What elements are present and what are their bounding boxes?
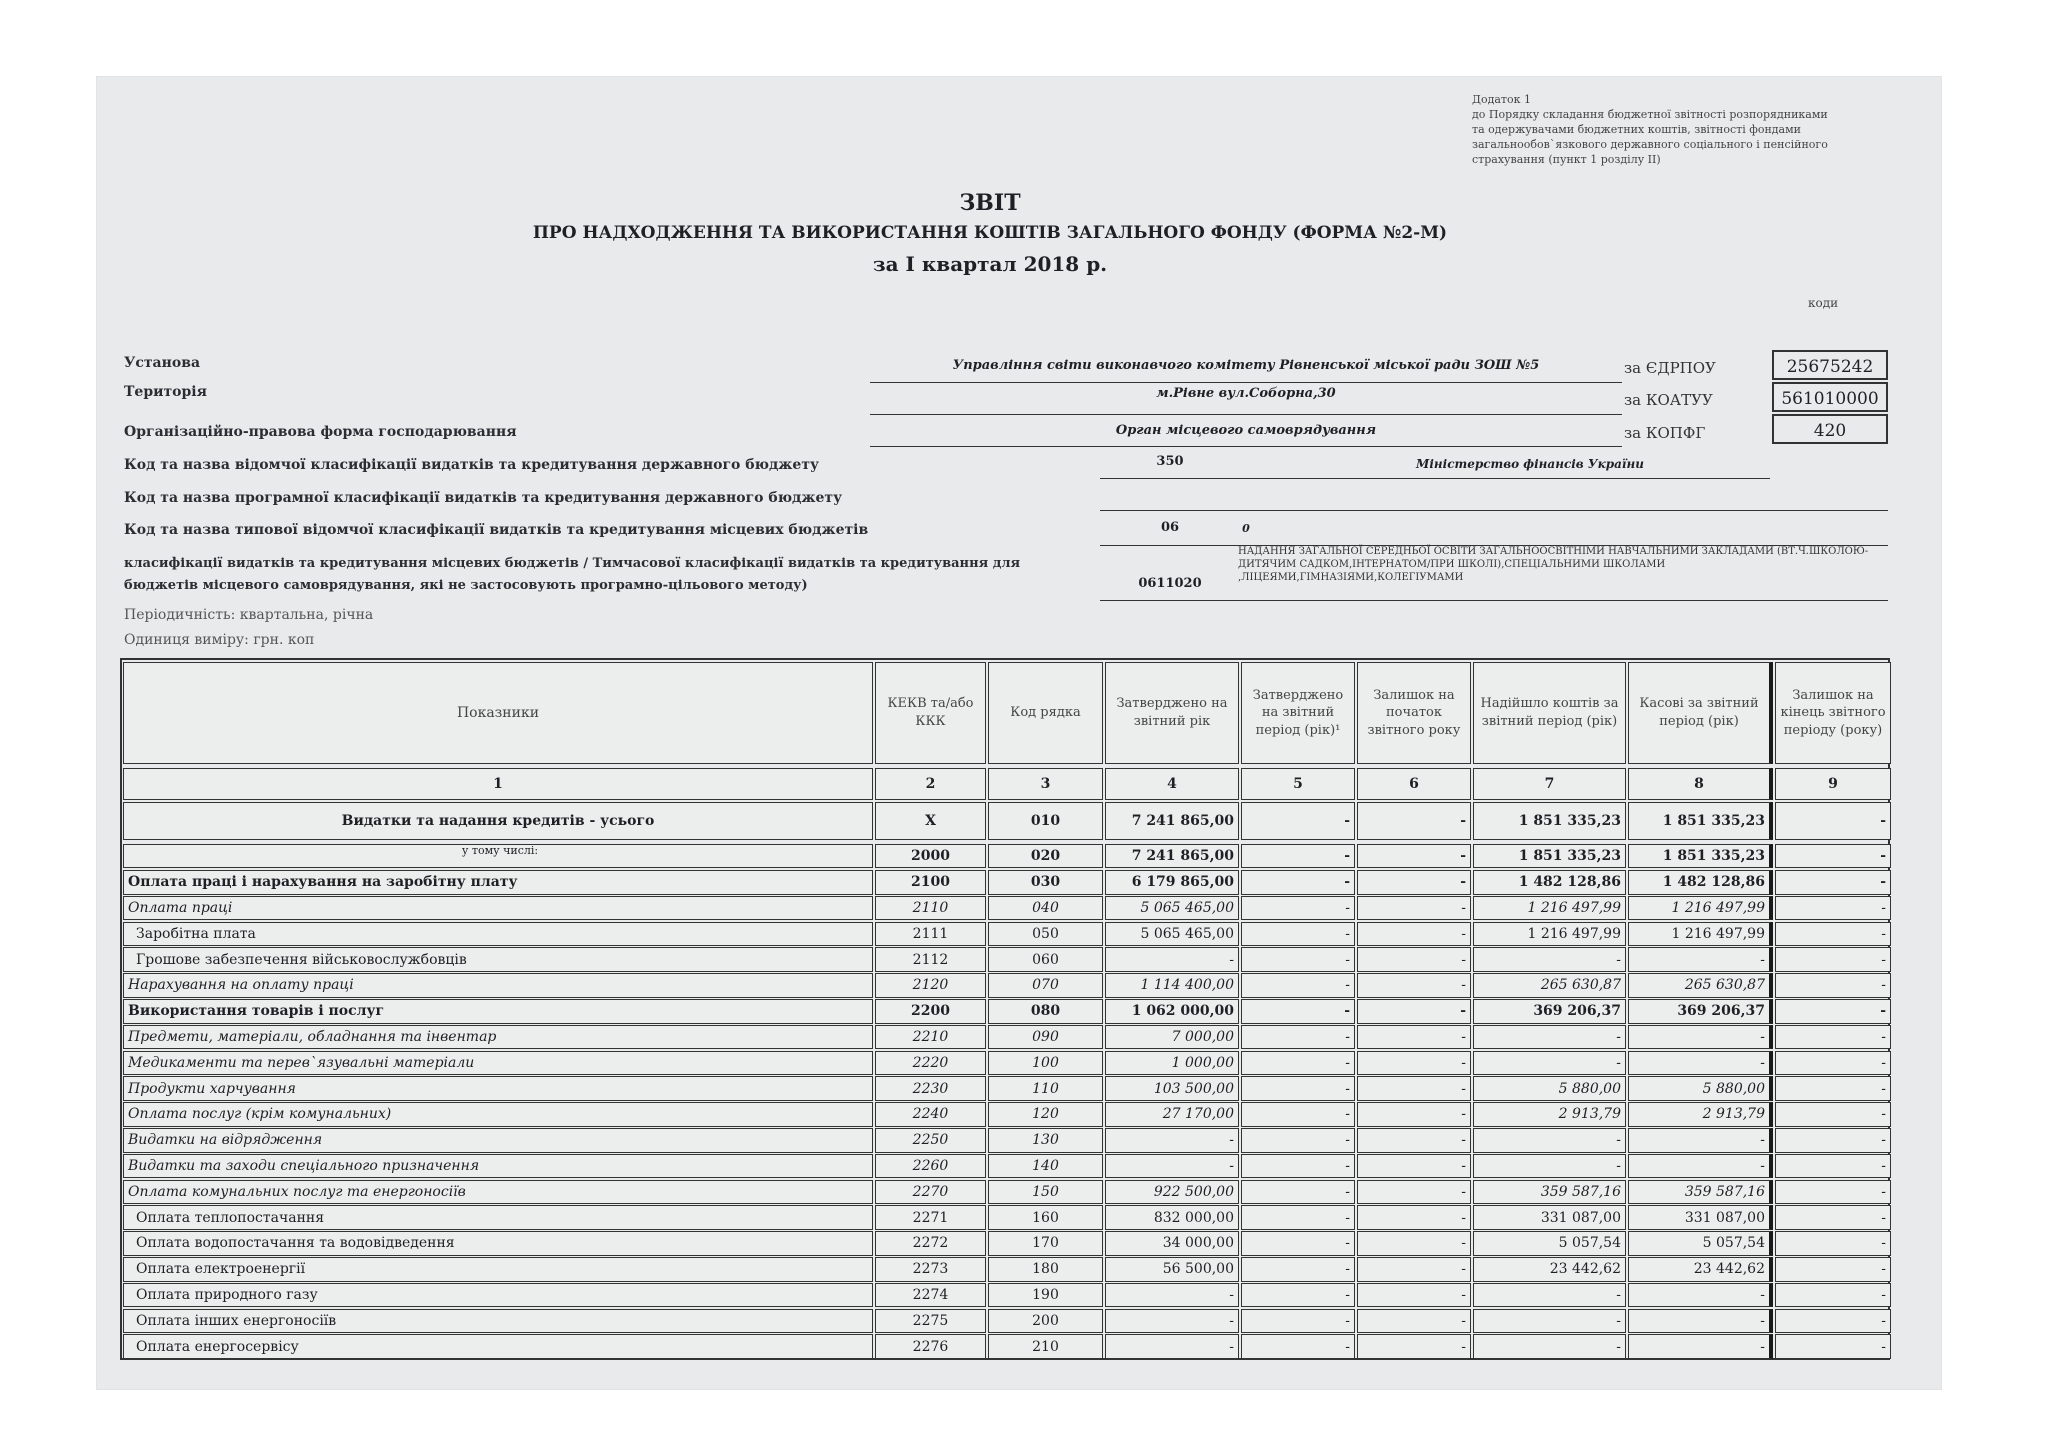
table-cell-col9: - [1775, 1025, 1891, 1050]
column-header: Код рядка [988, 662, 1103, 764]
table-row-name: Оплата послуг (крім комунальних) [123, 1102, 873, 1127]
table-cell-col6: - [1357, 1025, 1471, 1050]
table-cell-col4: 922 500,00 [1105, 1180, 1239, 1205]
institution-value: Управління світи виконавчого комітету Рівненської міської ради ЗОШ №5 [952, 358, 1540, 373]
table-cell-col5: - [1241, 1076, 1355, 1101]
table-row-kekv: 2120 [875, 973, 986, 998]
table-cell-col4: 34 000,00 [1105, 1231, 1239, 1256]
table-row-name: Продукти харчування [123, 1076, 873, 1101]
report-period: за І квартал 2018 р. [872, 252, 1108, 276]
table-cell-col9: - [1775, 1154, 1891, 1179]
table-row-code: 140 [988, 1154, 1103, 1179]
table-cell-col8: 265 630,87 [1628, 973, 1773, 998]
table-cell-col9: - [1775, 973, 1891, 998]
column-number: 8 [1628, 768, 1773, 800]
territory-value: м.Рівне вул.Соборна,30 [1156, 386, 1336, 401]
table-cell-col8: 2 913,79 [1628, 1102, 1773, 1127]
dept-class-underline [1100, 478, 1770, 479]
table-cell-col8: 1 216 497,99 [1628, 896, 1773, 921]
table-cell-col8: - [1628, 1283, 1773, 1308]
report-table [120, 658, 1890, 1360]
koatuu-label: за КОАТУУ [1624, 391, 1713, 409]
table-row-kekv: 2100 [875, 870, 986, 895]
table-cell-col6: - [1357, 1334, 1471, 1359]
table-cell-col6: - [1357, 1154, 1471, 1179]
table-row-kekv: 2210 [875, 1025, 986, 1050]
temp-class-underline [1100, 600, 1888, 601]
temp-class-label-1: класифікації видатків та кредитування місцевих бюджетів / Тимчасової класифікації видатків та кредитування для [124, 556, 1021, 571]
table-row-name: Оплата комунальних послуг та енергоносіїв [123, 1180, 873, 1205]
table-cell-col6: - [1357, 1257, 1471, 1282]
local-dept-label: Код та назва типової відомчої класифікації видатків та кредитування місцевих бюджетів [124, 522, 869, 538]
table-cell-col8: - [1628, 1128, 1773, 1153]
table-row-name: у тому числі: [123, 844, 873, 868]
table-row-kekv: 2112 [875, 947, 986, 972]
table-cell-col9: - [1775, 1283, 1891, 1308]
local-dept-name: 0 [1242, 522, 1250, 535]
table-cell-col9: - [1775, 1076, 1891, 1101]
table-row-code: 130 [988, 1128, 1103, 1153]
table-cell-col9: - [1775, 870, 1891, 895]
column-header: Залишок на початок звітного року [1357, 662, 1471, 764]
table-row-kekv: X [875, 802, 986, 840]
table-cell-col8: 1 482 128,86 [1628, 870, 1773, 895]
periodicity: Періодичність: квартальна, річна [124, 607, 374, 623]
table-row-code: 040 [988, 896, 1103, 921]
table-row-code: 030 [988, 870, 1103, 895]
table-row-name: Оплата електроенергії [123, 1257, 873, 1282]
table-row-code: 050 [988, 922, 1103, 947]
local-dept-code: 06 [1160, 520, 1180, 535]
table-cell-col6: - [1357, 1309, 1471, 1334]
table-cell-col4: 832 000,00 [1105, 1205, 1239, 1230]
table-cell-col5: - [1241, 1257, 1355, 1282]
table-row-name: Оплата інших енергоносіїв [123, 1309, 873, 1334]
table-cell-col4: - [1105, 1334, 1239, 1359]
table-cell-col6: - [1357, 922, 1471, 947]
column-number: 7 [1473, 768, 1626, 800]
table-cell-col7: 2 913,79 [1473, 1102, 1626, 1127]
table-row-kekv: 2110 [875, 896, 986, 921]
table-cell-col8: 5 880,00 [1628, 1076, 1773, 1101]
table-cell-col6: - [1357, 1128, 1471, 1153]
prog-class-label: Код та назва програмної класифікації видатків та кредитування державного бюджету [124, 490, 843, 506]
temp-class-label-2: бюджетів місцевого самоврядування, які не застосовують програмно-цільового методу) [124, 578, 808, 593]
table-cell-col7: 1 482 128,86 [1473, 870, 1626, 895]
table-cell-col4: 27 170,00 [1105, 1102, 1239, 1127]
table-cell-col8: 1 851 335,23 [1628, 844, 1773, 868]
table-row-code: 060 [988, 947, 1103, 972]
table-cell-col5: - [1241, 1154, 1355, 1179]
column-header: КЕКВ та/або ККК [875, 662, 986, 764]
report-heading [400, 188, 1580, 280]
table-cell-col5: - [1241, 1309, 1355, 1334]
table-row-code: 170 [988, 1231, 1103, 1256]
table-row-code: 210 [988, 1334, 1103, 1359]
institution-underline [870, 382, 1622, 383]
table-cell-col5: - [1241, 1051, 1355, 1076]
table-cell-col7: - [1473, 1154, 1626, 1179]
column-header: Надійшло коштів за звітний період (рік) [1473, 662, 1626, 764]
table-row-name: Використання товарів і послуг [123, 999, 873, 1024]
table-row-code: 010 [988, 802, 1103, 840]
table-cell-col5: - [1241, 1205, 1355, 1230]
table-cell-col8: 331 087,00 [1628, 1205, 1773, 1230]
dept-class-label: Код та назва відомчої класифікації видатків та кредитування державного бюджету [124, 457, 819, 473]
table-cell-col8: 23 442,62 [1628, 1257, 1773, 1282]
table-cell-col5: - [1241, 1102, 1355, 1127]
table-row-kekv: 2250 [875, 1128, 986, 1153]
table-row-kekv: 2270 [875, 1180, 986, 1205]
table-row-code: 180 [988, 1257, 1103, 1282]
table-cell-col6: - [1357, 1283, 1471, 1308]
table-row-name: Оплата енергосервісу [123, 1334, 873, 1359]
table-cell-col7: 265 630,87 [1473, 973, 1626, 998]
table-cell-col9: - [1775, 844, 1891, 868]
table-cell-col8: - [1628, 1051, 1773, 1076]
table-cell-col8: 5 057,54 [1628, 1231, 1773, 1256]
table-row-name: Оплата праці [123, 896, 873, 921]
column-number: 6 [1357, 768, 1471, 800]
table-cell-col5: - [1241, 922, 1355, 947]
table-row-code: 110 [988, 1076, 1103, 1101]
table-row-code: 070 [988, 973, 1103, 998]
table-row-code: 090 [988, 1025, 1103, 1050]
table-row-name: Видатки та надання кредитів - усього [123, 802, 873, 840]
table-cell-col5: - [1241, 1025, 1355, 1050]
table-row-kekv: 2220 [875, 1051, 986, 1076]
appendix-note [1472, 92, 1892, 186]
table-cell-col8: - [1628, 1025, 1773, 1050]
table-cell-col6: - [1357, 947, 1471, 972]
table-cell-col5: - [1241, 1180, 1355, 1205]
column-header: Залишок на кінець звітного періоду (року) [1775, 662, 1891, 764]
column-number: 3 [988, 768, 1103, 800]
table-cell-col5: - [1241, 1283, 1355, 1308]
table-cell-col8: - [1628, 1309, 1773, 1334]
column-number: 4 [1105, 768, 1239, 800]
table-cell-col4: - [1105, 1128, 1239, 1153]
column-number: 2 [875, 768, 986, 800]
table-cell-col8: - [1628, 1334, 1773, 1359]
territory-underline [870, 414, 1622, 415]
table-row-kekv: 2273 [875, 1257, 986, 1282]
appendix-line: страхування (пункт 1 розділу ІІ) [1472, 153, 1661, 166]
table-cell-col9: - [1775, 922, 1891, 947]
table-cell-col9: - [1775, 947, 1891, 972]
edrpou-code: 25675242 [1772, 350, 1888, 380]
table-cell-col5: - [1241, 947, 1355, 972]
column-header: Показники [123, 662, 873, 764]
table-cell-col6: - [1357, 802, 1471, 840]
table-cell-col6: - [1357, 1051, 1471, 1076]
table-row-name: Оплата теплопостачання [123, 1205, 873, 1230]
column-number: 9 [1775, 768, 1891, 800]
table-cell-col7: - [1473, 947, 1626, 972]
table-cell-col6: - [1357, 1102, 1471, 1127]
table-cell-col4: - [1105, 1309, 1239, 1334]
table-row-name: Нарахування на оплату праці [123, 973, 873, 998]
table-row-kekv: 2272 [875, 1231, 986, 1256]
table-cell-col4: 7 000,00 [1105, 1025, 1239, 1050]
edrpou-label: за ЄДРПОУ [1624, 359, 1716, 377]
table-row-name: Медикаменти та перев`язувальні матеріали [123, 1051, 873, 1076]
table-cell-col9: - [1775, 1051, 1891, 1076]
table-row-code: 150 [988, 1180, 1103, 1205]
appendix-line: до Порядку складання бюджетної звітності розпорядниками [1472, 108, 1828, 121]
table-cell-col6: - [1357, 844, 1471, 868]
appendix-line: та одержувачами бюджетних коштів, звітності фондами [1472, 123, 1802, 136]
table-cell-col4: 103 500,00 [1105, 1076, 1239, 1101]
table-cell-col8: 1 851 335,23 [1628, 802, 1773, 840]
table-cell-col4: 7 241 865,00 [1105, 802, 1239, 840]
unit-of-measure: Одиниця виміру: грн. коп [124, 632, 315, 648]
table-cell-col5: - [1241, 896, 1355, 921]
column-number: 5 [1241, 768, 1355, 800]
table-cell-col7: 1 851 335,23 [1473, 844, 1626, 868]
table-cell-col4: 5 065 465,00 [1105, 922, 1239, 947]
table-cell-col6: - [1357, 1231, 1471, 1256]
table-cell-col9: - [1775, 1205, 1891, 1230]
table-cell-col9: - [1775, 896, 1891, 921]
table-cell-col9: - [1775, 1180, 1891, 1205]
table-cell-col7: 1 851 335,23 [1473, 802, 1626, 840]
table-cell-col8: 369 206,37 [1628, 999, 1773, 1024]
table-cell-col4: - [1105, 1154, 1239, 1179]
table-row-code: 080 [988, 999, 1103, 1024]
kopfg-label: за КОПФГ [1624, 424, 1706, 442]
org-form-label: Організаційно-правова форма господарювання [124, 424, 517, 440]
table-cell-col7: 1 216 497,99 [1473, 896, 1626, 921]
appendix-line: Додаток 1 [1472, 93, 1531, 106]
table-row-kekv: 2276 [875, 1334, 986, 1359]
table-cell-col7: 23 442,62 [1473, 1257, 1626, 1282]
table-row-name: Оплата водопостачання та водовідведення [123, 1231, 873, 1256]
org-form-underline [870, 446, 1622, 447]
table-row-kekv: 2274 [875, 1283, 986, 1308]
column-header: Затверджено на звітний період (рік)¹ [1241, 662, 1355, 764]
table-cell-col6: - [1357, 973, 1471, 998]
org-form-value: Орган місцевого самоврядування [1115, 423, 1377, 438]
table-cell-col7: - [1473, 1283, 1626, 1308]
table-row-name: Заробітна плата [123, 922, 873, 947]
dept-class-code: 350 [1156, 454, 1184, 469]
table-cell-col4: 1 062 000,00 [1105, 999, 1239, 1024]
table-cell-col7: - [1473, 1128, 1626, 1153]
table-cell-col9: - [1775, 1334, 1891, 1359]
temp-class-code: 0611020 [1138, 576, 1202, 591]
table-row-name: Оплата праці і нарахування на заробітну плату [123, 870, 873, 895]
table-row-code: 190 [988, 1283, 1103, 1308]
table-cell-col5: - [1241, 999, 1355, 1024]
kopfg-code: 420 [1772, 414, 1888, 444]
table-cell-col7: 5 880,00 [1473, 1076, 1626, 1101]
table-cell-col6: - [1357, 1205, 1471, 1230]
table-cell-col7: - [1473, 1309, 1626, 1334]
table-row-name: Предмети, матеріали, обладнання та інвентар [123, 1025, 873, 1050]
table-row-name: Грошове забезпечення військовослужбовців [123, 947, 873, 972]
table-cell-col4: 5 065 465,00 [1105, 896, 1239, 921]
appendix-line: загальнообов`язкового державного соціального і пенсійного [1472, 138, 1828, 151]
table-cell-col4: 7 241 865,00 [1105, 844, 1239, 868]
table-row-code: 160 [988, 1205, 1103, 1230]
table-cell-col9: - [1775, 999, 1891, 1024]
table-row-kekv: 2230 [875, 1076, 986, 1101]
table-cell-col7: 331 087,00 [1473, 1205, 1626, 1230]
table-row-code: 100 [988, 1051, 1103, 1076]
table-cell-col4: 1 000,00 [1105, 1051, 1239, 1076]
table-row-kekv: 2275 [875, 1309, 986, 1334]
table-cell-col7: 369 206,37 [1473, 999, 1626, 1024]
table-row-name: Видатки та заходи спеціального призначення [123, 1154, 873, 1179]
report-title: ЗВІТ [959, 190, 1021, 216]
territory-label: Територія [124, 384, 207, 400]
table-cell-col7: - [1473, 1025, 1626, 1050]
table-cell-col4: 6 179 865,00 [1105, 870, 1239, 895]
column-number: 1 [123, 768, 873, 800]
table-cell-col7: 5 057,54 [1473, 1231, 1626, 1256]
table-row-kekv: 2111 [875, 922, 986, 947]
table-cell-col4: 56 500,00 [1105, 1257, 1239, 1282]
table-cell-col7: - [1473, 1334, 1626, 1359]
table-row-code: 200 [988, 1309, 1103, 1334]
table-cell-col4: - [1105, 1283, 1239, 1308]
table-cell-col7: 359 587,16 [1473, 1180, 1626, 1205]
table-cell-col8: - [1628, 1154, 1773, 1179]
table-row-kekv: 2260 [875, 1154, 986, 1179]
table-row-name: Оплата природного газу [123, 1283, 873, 1308]
table-cell-col7: - [1473, 1051, 1626, 1076]
table-cell-col9: - [1775, 802, 1891, 840]
prog-class-underline [1100, 510, 1888, 511]
table-cell-col5: - [1241, 1231, 1355, 1256]
table-cell-col5: - [1241, 870, 1355, 895]
table-cell-col5: - [1241, 973, 1355, 998]
table-cell-col8: - [1628, 947, 1773, 972]
koatuu-code: 561010000 [1772, 382, 1888, 412]
table-cell-col5: - [1241, 802, 1355, 840]
table-cell-col5: - [1241, 844, 1355, 868]
column-header: Касові за звітний період (рік) [1628, 662, 1773, 764]
table-row-code: 020 [988, 844, 1103, 868]
table-row-name: Видатки на відрядження [123, 1128, 873, 1153]
table-cell-col6: - [1357, 999, 1471, 1024]
column-header: Затверджено на звітний рік [1105, 662, 1239, 764]
table-row-kekv: 2000 [875, 844, 986, 868]
report-subtitle: ПРО НАДХОДЖЕННЯ ТА ВИКОРИСТАННЯ КОШТІВ ЗАГАЛЬНОГО ФОНДУ (ФОРМА №2-М) [532, 223, 1448, 243]
table-row-kekv: 2240 [875, 1102, 986, 1127]
institution-label: Установа [124, 355, 201, 371]
table-row-kekv: 2271 [875, 1205, 986, 1230]
table-cell-col8: 1 216 497,99 [1628, 922, 1773, 947]
table-cell-col6: - [1357, 1180, 1471, 1205]
table-row-code: 120 [988, 1102, 1103, 1127]
table-cell-col9: - [1775, 1231, 1891, 1256]
codes-label: коди [1808, 296, 1839, 310]
table-cell-col6: - [1357, 870, 1471, 895]
dept-class-name: Міністерство фінансів України [1416, 457, 1644, 471]
table-row-kekv: 2200 [875, 999, 986, 1024]
table-cell-col9: - [1775, 1257, 1891, 1282]
table-cell-col8: 359 587,16 [1628, 1180, 1773, 1205]
table-cell-col6: - [1357, 1076, 1471, 1101]
temp-class-name: НАДАННЯ ЗАГАЛЬНОЇ СЕРЕДНЬОЇ ОСВІТИ ЗАГАЛЬНООСВІТНІМИ НАВЧАЛЬНИМИ ЗАКЛАДАМИ (ВТ.Ч.ШКОЛОЮ-ДИТЯЧИМ САДКОМ,ІНТЕРНАТОМ/ПРИ ШКОЛІ),СПЕЦІАЛЬНИМИ ШКОЛАМИ ,ЛІЦЕЯМИ,ГІМНАЗІЯМИ,КОЛЕГІУМАМИ [1238, 546, 1869, 583]
table-cell-col6: - [1357, 896, 1471, 921]
table-cell-col9: - [1775, 1102, 1891, 1127]
table-cell-col5: - [1241, 1334, 1355, 1359]
table-cell-col4: - [1105, 947, 1239, 972]
table-cell-col9: - [1775, 1128, 1891, 1153]
table-cell-col5: - [1241, 1128, 1355, 1153]
table-cell-col4: 1 114 400,00 [1105, 973, 1239, 998]
table-cell-col9: - [1775, 1309, 1891, 1334]
table-cell-col7: 1 216 497,99 [1473, 922, 1626, 947]
